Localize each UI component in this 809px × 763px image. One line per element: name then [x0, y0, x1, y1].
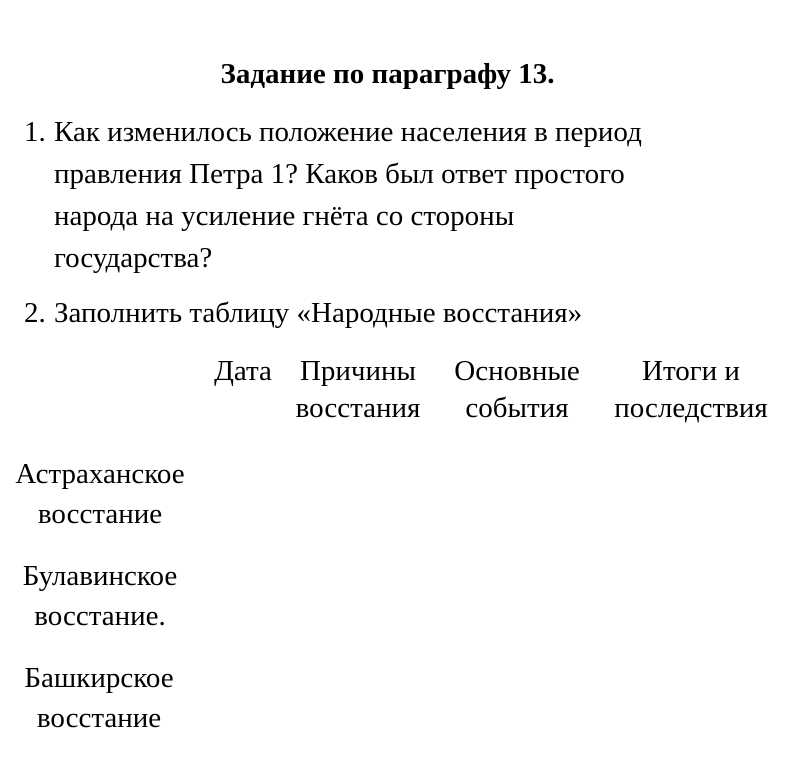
task-1-line-2: правления Петра 1? Каков был ответ простого: [54, 158, 625, 190]
column-header-results: [600, 353, 782, 427]
column-header-causes-line-1: Причины: [299, 355, 417, 387]
row-header-bashkir-line-2: восстание: [36, 702, 162, 734]
column-header-main-events-line-1: Основные: [454, 355, 580, 387]
task-1-number: 1.: [24, 116, 46, 148]
task-1-line-3: народа на усиление гнёта со стороны: [54, 200, 515, 232]
row-header-bulavin-line-2: восстание.: [34, 600, 166, 632]
row-header-bashkir: [0, 658, 198, 738]
column-header-date-line-1: Дата: [214, 355, 272, 387]
column-header-causes-line-2: восстания: [295, 392, 421, 424]
column-header-results-line-1: Итоги и: [642, 355, 740, 387]
row-header-astrakhan: [0, 454, 200, 534]
task-1-line-1: [24, 111, 784, 153]
row-header-bulavin-line-1: Булавинское: [22, 560, 178, 592]
column-header-date: [207, 353, 279, 390]
row-header-bulavin: [0, 556, 200, 636]
column-header-causes: [284, 353, 432, 427]
task-1-line-4: государства?: [54, 242, 213, 274]
task-1: [24, 111, 784, 279]
assignment-title: Задание по параграфу 13.: [220, 58, 555, 90]
row-header-bashkir-line-1: Башкирское: [24, 662, 174, 694]
task-2: [24, 292, 784, 334]
column-header-results-line-2: последствия: [614, 392, 768, 424]
task-1-text-1: Как изменилось положение населения в период: [54, 116, 642, 148]
task-2-text: Заполнить таблицу «Народные восстания»: [54, 297, 583, 329]
column-header-main-events: [442, 353, 592, 427]
row-header-astrakhan-line-2: восстание: [37, 498, 163, 530]
task-2-number: 2.: [24, 297, 46, 329]
row-header-astrakhan-line-1: Астраханское: [15, 458, 185, 490]
column-header-main-events-line-2: события: [465, 392, 569, 424]
